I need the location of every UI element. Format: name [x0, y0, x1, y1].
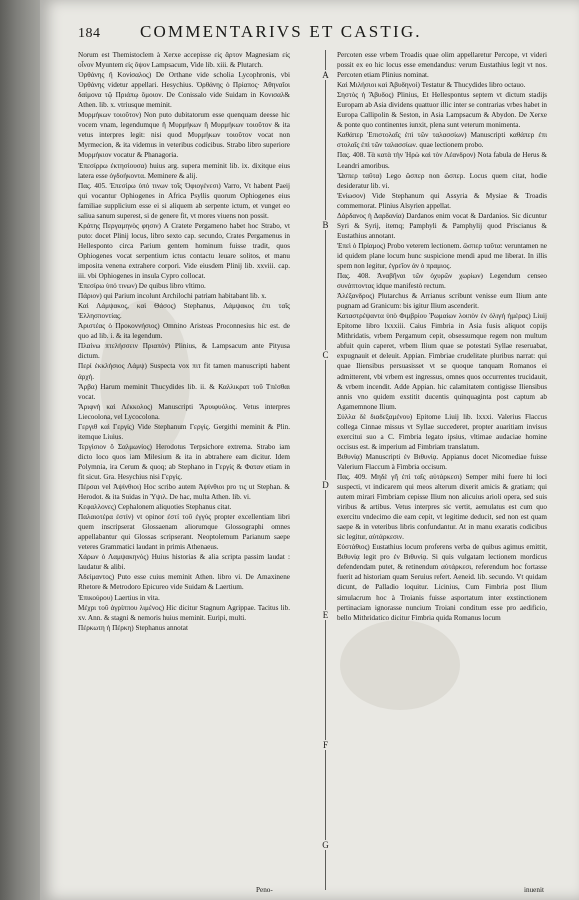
- margin-letter: F: [319, 740, 332, 750]
- right-catchword: inuenit: [524, 886, 544, 894]
- paragraph: Πας. 409. Μηδὲ γῆ ἐπὶ ταῖς αὐτάρκεσι) Semper mihi fuere hi loci suspecti, vt indicarem qui meos alterum dixerit amicis & gratiam; qui autem mirari Fimbriam cepisse Ilium non alicuius arioli opera, sed suis viribus & artibus. Vetus interpres sic vertit, aemulatus est cum quo exercitu vndecimo die eam cepit, vt legitime deducit, sed non est quam saepe & in veteribus libris confundantur. At in manu exaratis codicibus sic legitur, αὐτάρκεσιν.: [337, 472, 547, 542]
- paragraph: Ὥσπερ ταῦτα) Lego ὥσπερ non ὥσπερ. Locus quem citat, hodie desideratur lib. vi.: [337, 171, 547, 190]
- margin-letter: G: [319, 840, 332, 850]
- paragraph: Ἐπεσίρω ὑπό τινων) De quibus libro vltimo.: [78, 282, 206, 291]
- paragraph: Περί ἐκκλήσιος Λάμψ) Suspecta vox πιτ fit tamen manuscripti habent ἀρχή.: [78, 362, 290, 381]
- paragraph: Πέρσαι vel Ἀψίνθιοι) Hoc scribo autem Ἀψίνθιοι pro τις ut Stephan. & Herodot. & ita Suidas in Ὑψιλ. De hac, multa Athen. lib. vi.: [78, 483, 290, 502]
- paragraph: Ἐπεσίρρω ἐκτησίουσα) huius arg. supera meminit lib. ix. dixitque eius latera esse ὀγδοήκοντα. Meminere & alij.: [78, 161, 290, 180]
- paragraph: Βιθυνίᾳ) Manuscripti ἐν Βιθυνίᾳ. Appianus docet Nicomediae fuisse Valerium Flaccum à Fimbria occisum.: [337, 452, 547, 471]
- page-header: [78, 22, 558, 48]
- margin-letters: [318, 50, 332, 890]
- paragraph: Πας. 408. Τὰ κατὰ τὴν Ἡρὼ καὶ τὸν Λέανδρον) Nota fabula de Herus & Leandri amoribus.: [337, 151, 547, 170]
- paragraph: Καθάπερ Ἐπιστολαῖς ἐπὶ τῶν ταλασσίων) Manuscripti καθάπερ ἐπι στολαῖς ἐπὶ τῶν ταλασσίων. quae lectionem probo.: [337, 131, 547, 150]
- page-number: 184: [78, 26, 101, 41]
- paragraph: Percoten esse vrbem Troadis quae olim appellaretur Percope, vt videri possit ex eo hic locus esse emendandus: verum Eustathius legit vt nos. Percoten etiam Plinius nominat.: [337, 51, 547, 80]
- left-column: [78, 50, 290, 890]
- paragraph: Ἐπεὶ ὁ Πρίαμος) Probo veterem lectionem. ὥσπερ ταῦτα: veruntamen ne id quidem plane locum hunc suspicione mendi apud me liberat. In illis spem non legitur, ἐγρεῖον ἀν ὁ πραμιος.: [337, 241, 547, 270]
- paragraph: Πας. 405. Ἐπεσίρω ὑπό τινων τοῖς Ὀφιογένεσι) Varro, Vt habent Paeij qui vocantur Ophiogenes in Africa Psyllis quorum Ophiogenes eius familiae supplicium esse ei si aliquem ab serpente ictum, et vunget eo saliua sanum superest, si de genere fit, vt mores viuens non possit.: [78, 181, 290, 220]
- paragraph: Σηστὸς ἡ Ἄβυδος) Plinius, Et Hellespontus septem vt dictum stadijs Europam ab Asia dividens quattuor illic inter se contrarias vrbes habet in Europa Callipolin & Seston, in Asia Lampsacum & Abydon. De Xerxe & ponte quo continentes iunxit, plena sunt veterum monimenta.: [337, 91, 547, 130]
- paragraph: Ὀρθάνης ἢ Κονίσαλος) De Orthane vide scholia Lycophronis, vbi Ὀρθάνης videtur appellari. Hesychius. Ὀρθάνης ὁ Πρίαπος· Ἀθηναῖοι δαίμονα τῷ Πριάπῳ ὅμοιον. De Conissalo vide Suidam in Κονισαλ& Athen. lib. x. vtriusque meminit.: [78, 71, 290, 110]
- paragraph: Σύλλα δὲ διαδεξαμένου) Epitome Liuij lib. lxxxi. Valerius Flaccus collega Cinnae missus vt Syllae succederet, propter auaritiam invisus exercitui suo a C. Fimbria legato ipsius, vltimae audaciae homine occisus est. & imperium ad Fimbriam translatum.: [337, 412, 547, 451]
- margin-letter: E: [319, 610, 332, 620]
- paragraph: Πλαίνω πτελήσσειν Πριαπόν) Plinius, & Lampsacum ante Pityusa dictum.: [78, 342, 290, 361]
- paragraph: Καὶ Μιλήσιοι καὶ Ἀβυδηνοί) Testatur & Thucydides libro octauo.: [337, 81, 526, 90]
- book-gutter: [0, 0, 40, 900]
- paragraph: Ἄριφνή καὶ Λέκκολος) Manuscripti Ἄρυιφυόλος. Vetus interpres Liecoolona, vel Lycocolona.: [78, 402, 290, 421]
- paragraph: Ἀριστέας ὁ Προκοννήσιος) Omnino Aristeas Proconnesius hic est. de quo ad lib. i. & ita legendum.: [78, 322, 290, 341]
- paragraph: Τεργίσιον ὃ Σαλμωνίος) Herodotus Terpsichore extrema. Strabo iam dicto loco quos iam Milesium & ita in abtrahere eam dicitur. Idem Polymnia, ira Cerum & quoq; ab Stephano in Γεργίς & Φαταν etiam in fit sicut. Gra. Hesychius nisi Γεργίς.: [78, 442, 290, 481]
- running-title: COMMENTARIVS ET CASTIG.: [140, 22, 422, 41]
- paragraph: Ἄρβα) Harum meminit Thucydides lib. ii. & Καλλικρατ τοῦ Τπέσθαι vocat.: [78, 382, 290, 401]
- paragraph: Ἀδείμαντος) Puto esse cuius meminit Athen. libro vi. De Amaxinene Rhetore & Metrodoro Epicureo vide Suidam & Laertium.: [78, 573, 290, 592]
- paragraph: Πας. 408. Ἀναβῆναι τῶν ὀχυρῶν χωρίων) Legendum censeo συνάπτοντας idque manifestò rectum.: [337, 272, 547, 291]
- paragraph: Norum est Themistoclem à Xerxe accepisse εἰς ἄρτον Magnesiam εἰς οἶνον Myuntem εἰς ὄψον Lampsacum, Vide lib. xiii. & Plutarch.: [78, 51, 290, 70]
- margin-letter: C: [319, 350, 332, 360]
- paragraph: Δάρδανος ἡ Δαρδανία) Dardanos enim vocat & Dardanios. Sic dicuntur Syri & Syrij, itemq; Pamphyli & Pamphylij quod Priscianus & Eustathius annotant.: [337, 211, 547, 240]
- paragraph: Παλαιοτέρα ἐστίν) vt opinor ἐστί τοῦ ἐγγύς propter excellentiam libri quem inscripserat Glossaenam aliorumque Glossographi omnes appellabantur qui Glossas scripserant. Neoptolemum Parianum saepe veteres Grammatici laudant in primis Athenaeus.: [78, 513, 290, 552]
- paragraph: Ἀλέξανδρος) Plutarchus & Arrianus scribunt venisse eum Ilium ante pugnam ad Granicum: bis igitur Ilium ascenderit.: [337, 292, 547, 311]
- paragraph: Πέρκωτη ἡ Πέρκη) Stephanus annotat: [78, 623, 188, 632]
- paragraph: Μυρμήκων τοιοῦτον) Non puto dubitatorum esse quenquam deesse hic vocem vnam, legendumque ἢ Μυρμήκων ἢ Μυρμήκων τοιοῦτον & ita vetus interpres legit: nisi quod Μυρμήκων τοιοῦτον vocat non Myrmecion, & ita videmus in veteribus codicibus. Strabo libro superiore Μυρμήκιον vocatur & Phanagoria.: [78, 111, 290, 160]
- paragraph: Ἐπικούρου) Laertius in vita.: [78, 593, 160, 602]
- paragraph: Εὐστάθιος) Eustathius locum proferens verba de quibus agimus emittit, Βιθυνίᾳ legit pro ἐν Βιθυνίᾳ. Si quis vulgatam lectionem mordicus defendendam putet, & retinendum αὐτάρκεσι, referendum hoc fortasse fuerit ad historiam quam Seruius refert. Aeneid. lib. secundo. Vt quidam dicunt, de Palladio loquitur. Licinius, Cum Fimbria post Ilium simulacrum hoc à Troianis fuisse asportatum inter exstinctionem pertinaciam ignorasse nuncium Troiani conditum esse pro aedificio, bello Mithridatico dicitur Fimbria quida Romanus locum: [337, 543, 547, 622]
- margin-letter: A: [319, 70, 332, 80]
- paragraph: Ἐνίωσον) Vide Stephanum qui Assyria & Mysiae & Troadis commemorat. Plinius Alsyrien appellat.: [337, 191, 547, 210]
- paragraph: Καταστρέψαντα ὑπὸ Φιμβρίου Ῥωμαίων λοιπὸν ἐν ὀλιγή ἡμέρας) Liuij Epitome libro lxxxiii. Caius Fimbria in Asia fusis aliquot copijs Mithridatis, vrbem Pergamum cepit, obsessumque regem non multum abfuit quin caperet, vrbem Ilium quae se potestati Syllae reseruabat, expugnauit et deleuit. Appian. Fimbriae crudelitate pluribus narrat: qui quae Iliensibus persuasisset vt se quoque tanquam Romanos ei admitterent, vbi vrbem est ingressus, omnes quos occurrentes trucidauit, & vrbem incendit. Adde Appian. hic calamitatem contigisse Iliensibus annis vno quidem exstitit ducentis quinquaginta post captum ab Agamemnone Ilium.: [337, 312, 547, 411]
- paragraph: Καὶ Λάμψακος, καὶ Θάσος) Stephanus, Λάμψακος ἐπι ταῖς Ἑλλησποντίας.: [78, 302, 290, 321]
- paragraph: Μέχρι τοῦ ἀγρίππου λιμένος) Hic dicitur Stagnum Agrippae. Tacitus lib. xv. Ann. & stagni & nemoris huius meminit. Euripi, multi.: [78, 603, 290, 622]
- paragraph: Χάρων ὁ Λαμψακηνός) Huius historias & alia scripta passim laudat : laudatur & alibi.: [78, 553, 290, 572]
- margin-letter: D: [319, 480, 332, 490]
- margin-letter: B: [319, 220, 332, 230]
- paragraph: Κεφαλλονες) Cephalonem aliquoties Stephanus citat.: [78, 503, 232, 512]
- right-column: [337, 50, 547, 890]
- paragraph: Κράτης Περγαμηνὸς φησιν) A Cratete Pergameno habet hoc Strabo, vt puto: docet Plinij locus, libro sexto cap. secundo, Crates Pergamenus in Hellesponto circa Parium gentem hominum fuisse tradit, quos Ophiogenes vocat serpentium ictus contactu leuare solitos, et manu imposita venena extrahere corpori. Vide eiusdem Plinij lib. xxviii. cap. iii. vbi Ophiogenes in insula Cypro collocat.: [78, 221, 290, 281]
- paragraph: Γεργιθ καὶ Γεργίς) Vide Stephanum Γεργίς. Gergithi meminit & Plin. itemque Liuius.: [78, 422, 290, 441]
- left-catchword: Peno-: [256, 886, 273, 894]
- paragraph: Πάριον) qui Parium incolunt Archilochi patriam habitabant lib. x.: [78, 292, 267, 301]
